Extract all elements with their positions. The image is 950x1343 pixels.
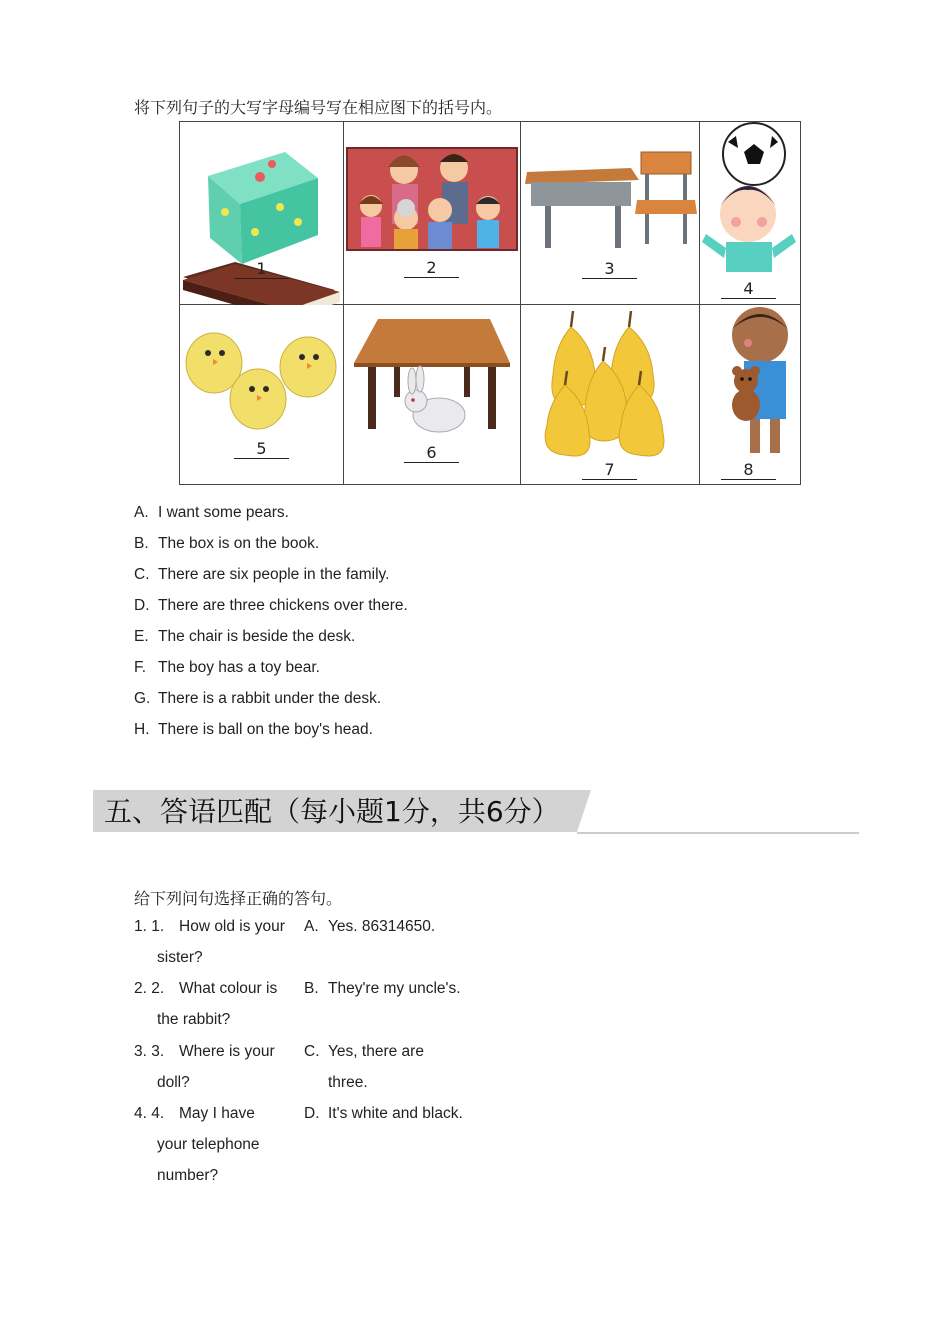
picture-number-4: 4	[721, 279, 776, 299]
option-d: D. There are three chickens over there.	[134, 597, 408, 614]
option-c: C. There are six people in the family.	[134, 566, 390, 583]
option-h: H. There is ball on the boy's head.	[134, 721, 373, 738]
picture-cell-7	[521, 305, 700, 485]
pears-picture	[521, 305, 699, 485]
option-e: E. The chair is beside the desk.	[134, 628, 356, 645]
option-g: G. There is a rabbit under the desk.	[134, 690, 382, 707]
section5-instruction: 给下列问句选择正确的答句。	[134, 889, 343, 908]
picture-cell-8	[700, 305, 801, 485]
picture-number-2: 2	[404, 258, 459, 278]
option-a: A. I want some pears.	[134, 504, 289, 521]
picture-number-8: 8	[721, 460, 776, 480]
picture-number-1: 1	[234, 259, 289, 279]
picture-cell-1	[180, 122, 344, 305]
picture-number-3: 3	[582, 259, 637, 279]
section4-instruction: 将下列句子的大写字母编号写在相应图下的括号内。	[134, 98, 503, 117]
option-f: F. The boy has a toy bear.	[134, 659, 320, 676]
boy-with-ball-picture	[700, 122, 800, 305]
picture-number-6: 6	[404, 443, 459, 463]
picture-cell-3	[521, 122, 700, 305]
option-b: B. The box is on the book.	[134, 535, 320, 552]
picture-table	[179, 121, 801, 485]
picture-cell-2	[344, 122, 521, 305]
picture-cell-4	[700, 122, 801, 305]
picture-number-7: 7	[582, 460, 637, 480]
picture-cell-5	[180, 305, 344, 485]
section5-title: 五、答语匹配（每小题1分，共6分）	[104, 795, 560, 828]
boy-with-bear-picture	[700, 305, 800, 485]
picture-cell-6	[344, 305, 521, 485]
picture-number-5: 5	[234, 439, 289, 459]
